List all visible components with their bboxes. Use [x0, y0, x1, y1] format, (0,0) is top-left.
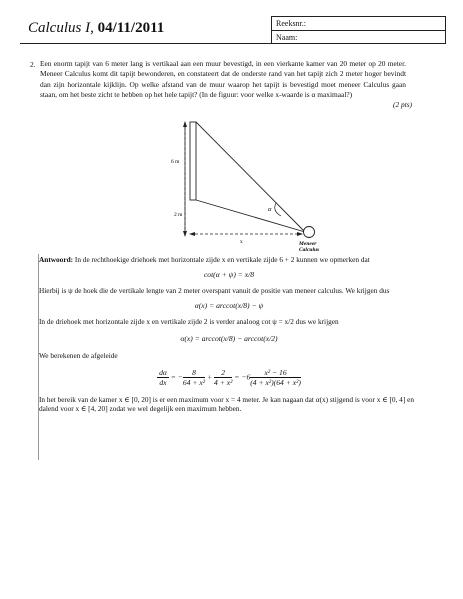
- course-name: Calculus I,: [28, 20, 94, 36]
- frac-term-3: $\frac{\text{x² − 16}}{\text{(4 + x²)(64 + x²)}}$: [250, 367, 301, 388]
- answer-p3: In de driehoek met horizontale zijde x en vertikale zijde 2 is verder analoog cot ψ = x/2 dus we krijgen: [39, 316, 339, 326]
- frac-lhs: $\frac{d\alpha}{dx}$: [159, 367, 167, 388]
- equation-2: α(x) = arccot(x/8) − ψ: [194, 301, 264, 311]
- student-number-field[interactable]: Reeksnr.:: [276, 19, 306, 28]
- tapestry-rect: [190, 122, 196, 200]
- question-number: 2.: [30, 60, 36, 69]
- equation-1: cot(α + ψ) = x/8: [203, 270, 255, 280]
- label-x: x: [240, 239, 243, 245]
- exam-date: 04/11/2011: [97, 20, 165, 36]
- answer-heading: Antwoord:: [39, 255, 74, 264]
- equation-4: $\frac{d\alpha}{dx}$ = − $\frac{8}{\text{64 + x²}}$ + $\frac{2}{\text{4 + x²}}$ = −6 $\frac{\text{x² − 16}}{\text{(4 + x²)(64 + x²)}}$: [159, 367, 301, 388]
- label-2m: 2 m: [174, 212, 183, 218]
- x-arrow-right: [297, 232, 303, 236]
- name-field[interactable]: Naam:: [272, 30, 445, 44]
- equation-3: α(x) = arccot(x/8) − arccot(x/2): [180, 334, 278, 344]
- arrow-head-top: [183, 121, 187, 127]
- answer-p4: We berekenen de afgeleide: [39, 351, 118, 361]
- answer-p1-text: In de rechthoekige driehoek met horizontale zijde x en vertikale zijde 6 + 2 kunnen we opmerken dat: [74, 255, 370, 264]
- sight-line-top: [196, 122, 305, 232]
- frac-term-2: $\frac{2}{\text{4 + x²}}$: [214, 367, 233, 388]
- frac-term-1: $\frac{8}{\text{64 + x²}}$: [182, 367, 206, 388]
- person-circle: [304, 227, 315, 238]
- question-body: Een enorm tapijt van 6 meter lang is vertikaal aan een muur bevestigd, in een vierkante kamer van 20 meter op 20 meter. Meneer Calculus komt dit tapijt bewonderen, en constateert dat de onderste rand van het tapijt zich 2 meter hoger bevindt dan zijn horizontale kijklijn. Op welke afstand van de muur waarop het tapijt is bevestigd moet meneer Calculus gaan staan, om het beste zicht te hebben op het hele tapijt? (In de figuur: voor welke x-waarde is α maximaal?): [40, 59, 406, 99]
- answer-p2: Hierbij is ψ de hoek die de vertikale lengte van 2 meter overspant vanuit de positie van meneer calculus. We krijgen dus: [39, 285, 390, 295]
- label-alpha: α: [268, 206, 272, 213]
- eq4-result-prefix: = −6: [234, 372, 251, 382]
- x-arrow-left: [189, 232, 195, 236]
- answer-p5: In het bereik van de kamer x ∈ [0, 20] is er een maximum voor x = 4 meter. Je kan nagaan dat α(x) stijgend is voor x ∈ [0, 4] en dalend voor x ∈ [4, 20] zodat we wel degelijk een maximum hebben.: [39, 394, 414, 414]
- label-6m: 6 m: [171, 159, 180, 165]
- label-person-2: Calculus: [299, 247, 320, 253]
- answer-p1: [39, 255, 419, 264]
- label-person-1: Meneer: [299, 241, 317, 247]
- answer-block: [39, 255, 419, 413]
- question-points: (2 pts): [393, 100, 413, 109]
- arrow-head-bottom: [183, 231, 187, 237]
